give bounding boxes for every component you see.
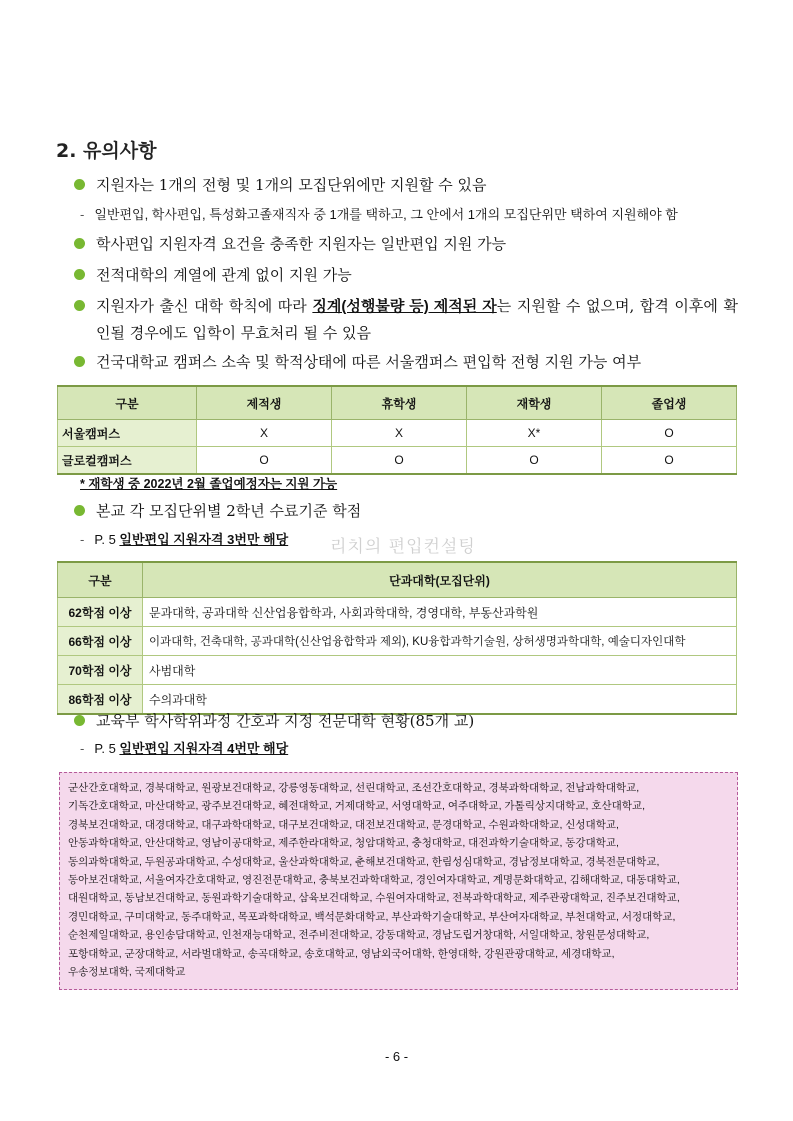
table-row bbox=[58, 627, 737, 656]
table-row bbox=[58, 656, 737, 685]
section-title: 2. 유의사항 bbox=[56, 140, 157, 162]
list-line: 경북보건대학교, 대경대학교, 대구과학대학교, 대구보건대학교, 대전보건대학교, 문경대학교, 수원과학대학교, 신성대학교, bbox=[68, 818, 619, 831]
table-cell: O bbox=[197, 447, 332, 475]
reference-prefix: P. 5 bbox=[94, 741, 120, 756]
row-header: 70학점 이상 bbox=[58, 656, 143, 685]
bullet-text-part: 지원자가 출신 대학 학칙에 따라 bbox=[96, 297, 313, 315]
reference-text: 일반편입 지원자격 4번만 해당 bbox=[119, 741, 289, 756]
credit-table bbox=[57, 561, 737, 715]
campus-status-table bbox=[57, 385, 737, 475]
list-line: 동의과학대학교, 두원공과대학교, 수성대학교, 울산과학대학교, 춘해보건대학교, 한림성심대학교, 경남정보대학교, 경북전문대학교, bbox=[68, 855, 660, 868]
table-cell: X bbox=[197, 420, 332, 447]
row-header: 62학점 이상 bbox=[58, 598, 143, 627]
notice-bullet bbox=[74, 708, 738, 734]
reference-text: 일반편입 지원자격 3번만 해당 bbox=[119, 532, 289, 547]
row-header: 86학점 이상 bbox=[58, 685, 143, 715]
table-header-row bbox=[58, 562, 737, 598]
reference-note: - P. 5 일반편입 지원자격 4번만 해당 bbox=[80, 741, 289, 756]
list-line: 기독간호대학교, 마산대학교, 광주보건대학교, 혜전대학교, 거제대학교, 서영대학교, 여주대학교, 가톨릭상지대학교, 호산대학교, bbox=[68, 800, 646, 813]
list-line: 경민대학교, 구미대학교, 동주대학교, 목포과학대학교, 백석문화대학교, 부산과학기술대학교, 부산여자대학교, 부천대학교, 서정대학교, bbox=[68, 910, 676, 923]
bullet-text-part: 는 지원할 수 없으며, 합격 이후에 확인될 경우에도 입학이 무효처리 될 수 있음 bbox=[96, 297, 738, 342]
bullet-dot-icon bbox=[74, 300, 85, 311]
reference-note: - P. 5 일반편입 지원자격 3번만 해당 bbox=[80, 532, 289, 547]
notice-bullet bbox=[74, 349, 738, 375]
table-header: 휴학생 bbox=[332, 386, 467, 420]
list-line: 포항대학교, 군장대학교, 서라벌대학교, 송곡대학교, 송호대학교, 영남외국어대학, 한영대학, 강원관광대학교, 세경대학교, bbox=[68, 947, 615, 960]
sub-note-text: 일반편입, 학사편입, 특성화고졸재직자 중 1개를 택하고, 그 안에서 1개의 모집단위만 택하여 지원해야 함 bbox=[94, 207, 678, 222]
bullet-dot-icon bbox=[74, 505, 85, 516]
table-header: 구분 bbox=[58, 386, 197, 420]
row-header: 글로컬캠퍼스 bbox=[58, 447, 197, 475]
table-header: 재학생 bbox=[467, 386, 602, 420]
list-line: 군산간호대학교, 경북대학교, 원광보건대학교, 강릉영동대학교, 선린대학교, 조선간호대학교, 경북과학대학교, 전남과학대학교, bbox=[68, 782, 640, 794]
table-cell: 사범대학 bbox=[143, 656, 737, 685]
table-cell: 문과대학, 공과대학 신산업융합학과, 사회과학대학, 경영대학, 부동산과학원 bbox=[143, 598, 737, 627]
bullet-emphasis: 징계(성행불량 등) 제적된 자 bbox=[312, 298, 497, 315]
table-header: 구분 bbox=[58, 562, 143, 598]
watermark-text: 리치의 편입컨설팅 bbox=[330, 537, 476, 557]
table-header: 단과대학(모집단위) bbox=[143, 562, 737, 598]
table-cell: X bbox=[332, 420, 467, 447]
notice-bullet bbox=[74, 262, 738, 288]
bullet-text bbox=[96, 293, 738, 346]
sub-note: - 일반편입, 학사편입, 특성화고졸재직자 중 1개를 택하고, 그 안에서 1개의 모집단위만 택하여 지원해야 함 bbox=[80, 207, 678, 222]
nursing-college-list bbox=[59, 772, 738, 990]
list-line: 동아보건대학교, 서울여자간호대학교, 영진전문대학교, 충북보건과학대학교, 경인여자대학교, 계명문화대학교, 김해대학교, 대동대학교, bbox=[68, 874, 680, 887]
bullet-text: 본교 각 모집단위별 2학년 수료기준 학점 bbox=[96, 502, 362, 520]
table-cell: 이과대학, 건축대학, 공과대학(신산업융합학과 제외), KU융합과학기술원, 상허생명과학대학, 예술디자인대학 bbox=[143, 627, 737, 656]
table-cell: O bbox=[602, 420, 737, 447]
reference-prefix: P. 5 bbox=[94, 532, 120, 547]
table-cell: O bbox=[467, 447, 602, 475]
table-header: 졸업생 bbox=[602, 386, 737, 420]
notice-bullet bbox=[74, 231, 738, 257]
notice-bullet bbox=[74, 172, 738, 198]
table-cell: X* bbox=[467, 420, 602, 447]
table-header: 제적생 bbox=[197, 386, 332, 420]
row-header: 66학점 이상 bbox=[58, 627, 143, 656]
bullet-text: 교육부 학사학위과정 간호과 지정 전문대학 현황(85개 교) bbox=[96, 712, 475, 730]
row-header: 서울캠퍼스 bbox=[58, 420, 197, 447]
list-line: 순천제일대학교, 용인송담대학교, 인천재능대학교, 전주비전대학교, 강동대학교, 경남도립거창대학, 서일대학교, 창원문성대학교, bbox=[68, 929, 650, 942]
table-cell: O bbox=[332, 447, 467, 475]
bullet-text: 건국대학교 캠퍼스 소속 및 학적상태에 따른 서울캠퍼스 편입학 전형 지원 가능 여부 bbox=[96, 353, 642, 371]
notice-bullet bbox=[74, 293, 738, 346]
table-row bbox=[58, 598, 737, 627]
table-header-row bbox=[58, 386, 737, 420]
bullet-dot-icon bbox=[74, 238, 85, 249]
table-row bbox=[58, 447, 737, 475]
table-row bbox=[58, 420, 737, 447]
table-cell: O bbox=[602, 447, 737, 475]
bullet-dot-icon bbox=[74, 269, 85, 280]
table-cell: 수의과대학 bbox=[143, 685, 737, 715]
list-line: 우송정보대학, 국제대학교 bbox=[68, 966, 186, 979]
page-number: - 6 - bbox=[384, 1049, 409, 1064]
bullet-dot-icon bbox=[74, 715, 85, 726]
notice-bullet bbox=[74, 498, 738, 524]
status-note: * 재학생 중 2022년 2월 졸업예정자는 지원 가능 bbox=[80, 477, 338, 491]
bullet-text: 전적대학의 계열에 관계 없이 지원 가능 bbox=[96, 266, 352, 284]
list-line: 대원대학교, 동남보건대학교, 동원과학기술대학교, 삼육보건대학교, 수원여자대학교, 전북과학대학교, 제주관광대학교, 진주보건대학교, bbox=[68, 892, 680, 905]
bullet-text: 지원자는 1개의 전형 및 1개의 모집단위에만 지원할 수 있음 bbox=[96, 176, 487, 194]
bullet-dot-icon bbox=[74, 179, 85, 190]
list-line: 안동과학대학교, 안산대학교, 영남이공대학교, 제주한라대학교, 청암대학교, 충청대학교, 대전과학기술대학교, 동강대학교, bbox=[68, 837, 619, 850]
bullet-dot-icon bbox=[74, 356, 85, 367]
bullet-text: 학사편입 지원자격 요건을 충족한 지원자는 일반편입 지원 가능 bbox=[96, 235, 507, 253]
